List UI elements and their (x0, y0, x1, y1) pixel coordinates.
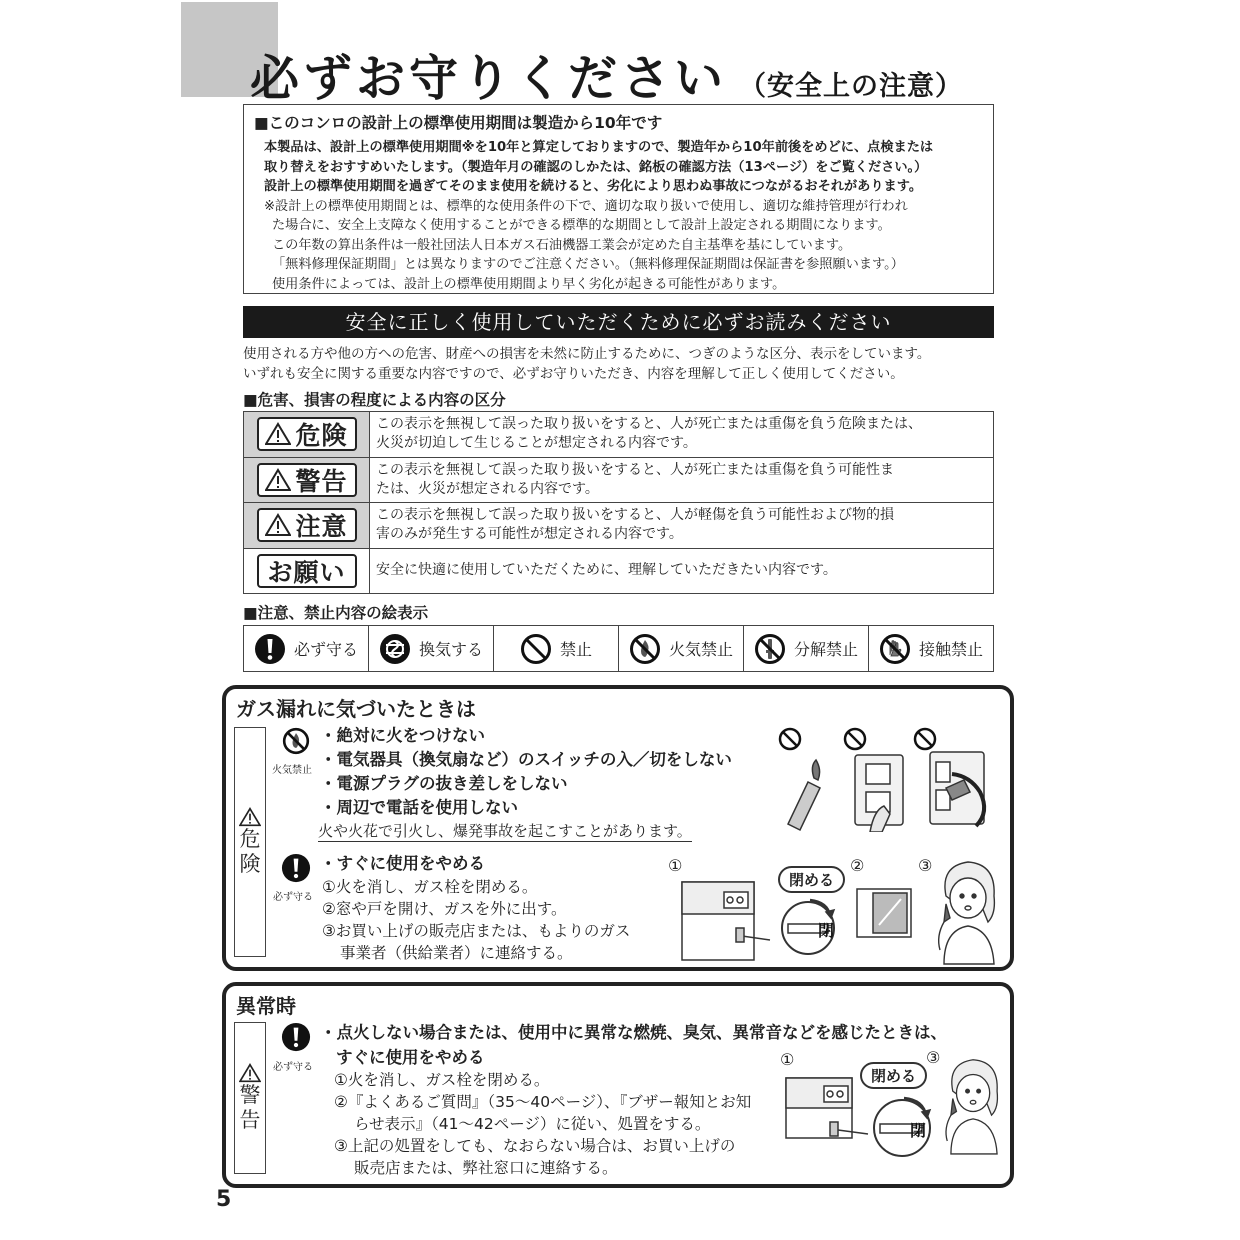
pictogram-ventilate: 換気する (368, 626, 493, 671)
pictograms-heading: ■注意、禁止内容の絵表示 (243, 604, 429, 622)
page-title-main: 必ずお守りください (250, 50, 728, 107)
gas-leak-step: ③お買い上げの販売店または、もよりのガス (322, 922, 631, 940)
safety-banner: 安全に正しく使用していただくために必ずお読みください (243, 306, 994, 338)
close-char: 閉 (910, 1121, 927, 1140)
close-label: 閉める (860, 1062, 927, 1089)
ventilation-icon (379, 633, 411, 665)
gas-leak-item: ・絶対に火をつけない (320, 726, 485, 745)
pictogram-no-fire: 火気禁止 (618, 626, 743, 671)
level-row-warning (244, 457, 994, 503)
lifespan-line: 設計上の標準使用期間を過ぎてそのまま使用を続けると、劣化により思わぬ事故につながるおそれがあります。 (264, 179, 923, 194)
warning-side-label: 警 告 (234, 1022, 266, 1174)
step-number: ③ (918, 856, 933, 875)
lifespan-line: た場合に、安全上支障なく使用することができる標準的な期間として設計上設定される期間になります。 (272, 218, 891, 233)
mandatory-caption: 必ず守る (273, 1062, 313, 1073)
lifespan-line: 取り替えをおすすめいたします。（製造年月の確認のしかたは、銘板の確認方法（13ページ）をご覧ください。） (264, 159, 928, 175)
warning-triangle-icon (239, 807, 261, 827)
lifespan-box (243, 104, 994, 294)
no-fire-caption: 火気禁止 (272, 765, 312, 776)
intro-line: いずれも安全に関する重要な内容ですので、必ずお守りいただき、内容を理解して正しく使用してください。 (243, 366, 904, 382)
warning-label: 警告 (257, 463, 357, 497)
step-number: ① (780, 1050, 795, 1069)
step-number: ② (850, 856, 865, 875)
pictogram-no-touch: 接触禁止 (868, 626, 993, 671)
gas-leak-action: ・すぐに使用をやめる (320, 854, 485, 873)
warning-triangle-icon (265, 468, 291, 492)
gas-valve-illustration (680, 878, 850, 963)
gas-leak-step: 事業者（供給業者）に連絡する。 (340, 944, 573, 962)
page-number: 5 (216, 1187, 232, 1212)
abnormal-step: ①火を消し、ガス栓を閉める。 (334, 1071, 550, 1089)
abnormal-line: すぐに使用をやめる (336, 1048, 485, 1067)
abnormal-step: らせ表示』（41〜42ページ）に従い、処置をする。 (354, 1115, 711, 1133)
caution-label: 注意 (257, 508, 357, 542)
lifespan-line: この年数の算出条件は一般社団法人日本ガス石油機器工業会が定めた自主基準を基にしています。 (272, 237, 852, 253)
prohibited-icon (520, 633, 552, 665)
gas-valve-illustration (784, 1074, 944, 1169)
prohibited-actions-illustration (770, 722, 1000, 832)
mandatory-caption: 必ず守る (273, 892, 313, 903)
lifespan-line: 本製品は、設計上の標準使用期間※を10年と算定しておりますので、製造年から10年前後をめどに、点検または (264, 140, 934, 155)
gas-leak-item: ・電気器具（換気扇など）のスイッチの入／切をしない (320, 750, 732, 769)
gas-leak-note: 火や火花で引火し、爆発事故を起こすことがあります。 (318, 822, 692, 840)
lifespan-line: 使用条件によっては、設計上の標準使用期間より早く劣化が起きる可能性があります。 (272, 276, 786, 292)
gas-leak-step: ②窓や戸を開け、ガスを外に出す。 (322, 900, 567, 918)
woman-phone-illustration (938, 1050, 1010, 1160)
gas-leak-item: ・周辺で電話を使用しない (320, 798, 518, 817)
abnormal-step: ②『よくあるご質問』（35〜40ページ）、『ブザー報知とお知 (334, 1093, 752, 1111)
close-label: 閉める (778, 866, 845, 893)
level-desc: この表示を無視して誤った取り扱いをすると、人が死亡または重傷を負う可能性ま たは、火災が想定される内容です。 (370, 457, 994, 503)
exclamation-circle-icon (254, 633, 286, 665)
pictogram-prohibited: 禁止 (493, 626, 618, 671)
intro-line: 使用される方や他の方への危害、財産への損害を未然に防止するために、つぎのような区分、表示をしています。 (243, 346, 931, 362)
warning-triangle-icon (265, 513, 291, 537)
abnormal-step: 販売店または、弊社窓口に連絡する。 (354, 1159, 618, 1177)
danger-side-label: 危 険 (234, 727, 266, 957)
gas-leak-title: ガス漏れに気づいたときは (236, 697, 476, 721)
pictogram-no-disassembly: 分解禁止 (743, 626, 868, 671)
lifespan-line: ※設計上の標準使用期間とは、標準的な使用条件の下で、適切な取り扱いで使用し、適切な維持管理が行われ (264, 198, 908, 214)
lifespan-line: 「無料修理保証期間」とは異なりますのでご注意ください。（無料修理保証期間は保証書を参照願います。） (272, 257, 904, 272)
level-desc: 安全に快適に使用していただくために、理解していただきたい内容です。 (370, 548, 994, 594)
no-fire-icon (282, 727, 310, 755)
no-disassembly-icon (754, 633, 786, 665)
level-row-danger (244, 412, 994, 458)
exclamation-circle-icon (281, 853, 311, 883)
levels-table (243, 411, 994, 594)
page-title-sub: （安全上の注意） (739, 71, 964, 102)
level-desc: この表示を無視して誤った取り扱いをすると、人が軽傷を負う可能性および物的損 害のみが発生する可能性が想定される内容です。 (370, 503, 994, 549)
level-desc: この表示を無視して誤った取り扱いをすると、人が死亡または重傷を負う危険または、 火災が切迫して生じることが想定される内容です。 (370, 412, 994, 458)
safety-intro (243, 344, 930, 384)
danger-label: 危険 (257, 417, 357, 451)
step-number: ① (668, 856, 683, 875)
step-number: ③ (926, 1048, 941, 1067)
no-touch-icon (879, 633, 911, 665)
abnormal-title: 異常時 (236, 994, 296, 1018)
gas-leak-item: ・電源プラグの抜き差しをしない (320, 774, 568, 793)
level-row-caution (244, 503, 994, 549)
request-label: お願い (257, 554, 357, 588)
exclamation-circle-icon (281, 1022, 311, 1052)
open-window-illustration (855, 885, 915, 940)
abnormal-step: ③上記の処置をしても、なおらない場合は、お買い上げの (334, 1137, 736, 1155)
no-fire-icon (629, 633, 661, 665)
pictogram-row (243, 625, 994, 672)
pictogram-mandatory: 必ず守る (244, 626, 368, 671)
abnormal-line: ・点火しない場合または、使用中に異常な燃焼、臭気、異常音などを感じたときは、 (320, 1023, 947, 1042)
woman-phone-illustration (930, 856, 1008, 966)
close-char: 閉 (818, 921, 835, 940)
warning-triangle-icon (239, 1063, 261, 1083)
warning-triangle-icon (265, 422, 291, 446)
levels-heading: ■危害、損害の程度による内容の区分 (243, 391, 506, 409)
page-title (250, 40, 963, 110)
lifespan-heading: ■このコンロの設計上の標準使用期間は製造から10年です (254, 114, 663, 132)
level-row-request (244, 548, 994, 594)
gas-leak-step: ①火を消し、ガス栓を閉める。 (322, 878, 538, 896)
